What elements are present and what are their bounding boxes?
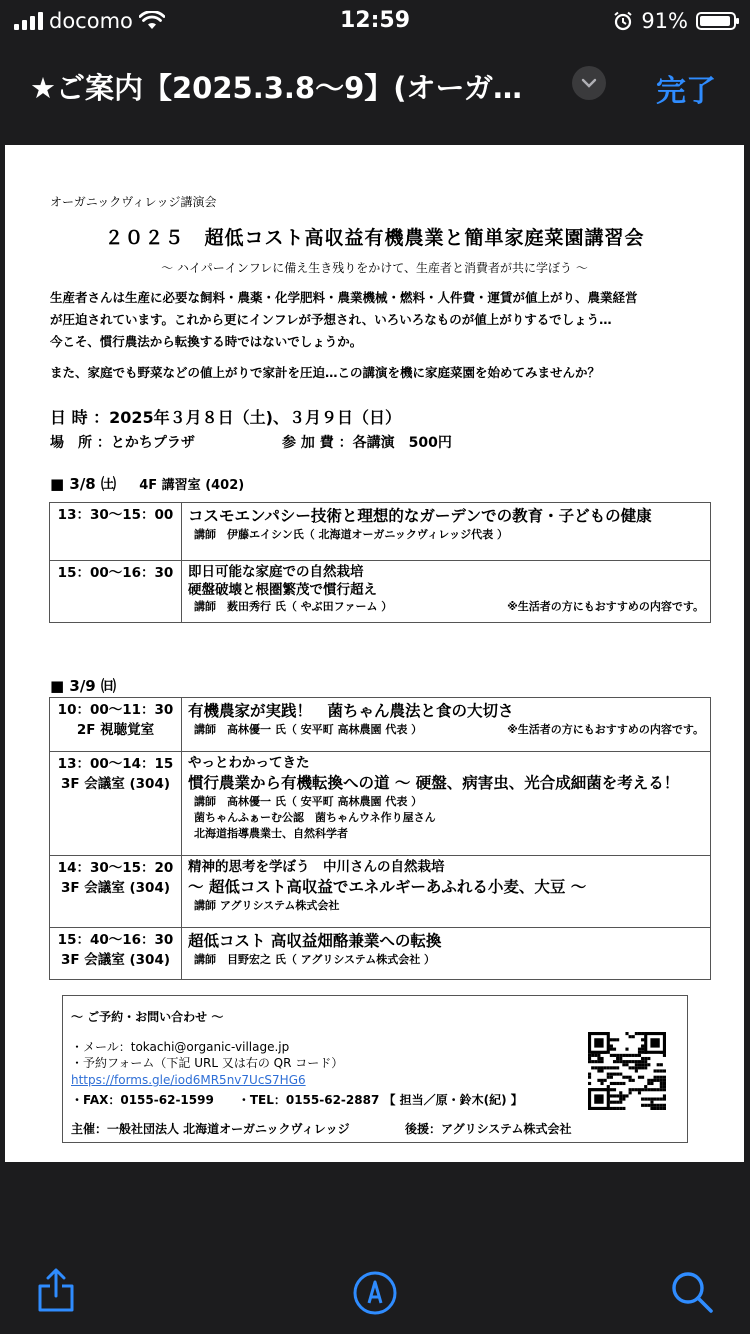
session-time: 15：00～16：30 [57, 565, 174, 581]
lecturer-line [194, 722, 704, 738]
line-text: 講師 伊藤エイシン氏（ 北海道オーガニックヴィレッジ代表 ） [194, 528, 508, 541]
schedule-row [50, 752, 711, 856]
org-label: オーガニックヴィレッジ講演会 [50, 195, 217, 209]
line-text: 講師 アグリシステム株式会社 [194, 899, 340, 912]
day2-label: ■ 3/9 ㈰ [50, 677, 116, 695]
session-time-cell [50, 698, 182, 752]
session-room: 2F 視聴覚室 [76, 722, 155, 738]
session-text [188, 772, 704, 794]
session-room: 3F 会議室 (304) [60, 776, 171, 792]
session-content-cell [182, 561, 711, 623]
line-text: 硬盤破壊と根圏繁茂で慣行超え [188, 582, 377, 598]
intro-second: また、家庭でも野菜などの値上がりで家計を圧迫…この講演を機に家庭菜園を始めてみませんか？ [50, 365, 601, 380]
session-time: 15：40～16：30 [57, 932, 174, 948]
battery-percent: 91% [641, 9, 688, 33]
line-text: 慣行農業から有機転換への道 ～ 硬盤、病害虫、光合成細菌を考える！ [188, 774, 680, 792]
session-time: 13：00～14：15 [57, 756, 174, 772]
session-time-cell [50, 856, 182, 928]
alarm-icon [613, 11, 633, 31]
session-time-cell [50, 561, 182, 623]
lecturer-line [194, 898, 704, 914]
contact-form: ・予約フォーム（下記 URL 又は右の QR コード） [71, 1056, 344, 1070]
session-text [188, 700, 704, 722]
intro-line: 今こそ、慣行農法から転換する時ではないでしょうか。 [50, 334, 363, 349]
document-title[interactable]: ★ご案内【2025.3.8～9】(オーガ… [30, 71, 522, 105]
intro-paragraph [50, 287, 710, 353]
lecturer-line [194, 527, 704, 543]
day1-room: 4F 講習室 (402) [139, 478, 245, 493]
session-time: 13：30～15：00 [57, 507, 174, 523]
qr-code[interactable] [588, 1032, 666, 1110]
event-date: 日 時 ：2025年３月８日（土)、３月９日（日） [50, 408, 401, 427]
line-text: コスモエンパシー技術と理想的なガーデンでの教育・子どもの健康 [188, 507, 652, 525]
day1-label: ■ 3/8 ㈯ [50, 475, 116, 493]
session-text [188, 858, 704, 876]
session-text [188, 581, 704, 599]
contact-box [62, 995, 688, 1143]
session-time: 10：00～11：30 [57, 702, 174, 718]
recommend-note: ※生活者の方にもおすすめの内容です。 [507, 723, 704, 736]
schedule-row [50, 503, 711, 561]
session-room: 3F 会議室 (304) [60, 880, 171, 896]
session-time-cell [50, 503, 182, 561]
event-place [50, 432, 452, 452]
contact-mail[interactable]: ・メール：tokachi@organic-village.jp [71, 1040, 290, 1054]
lecturer-line [194, 599, 704, 615]
line-text: 北海道指導農業士、自然科学者 [194, 827, 348, 840]
doc-subtitle: ～ ハイパーインフレに備え生き残りをかけて、生産者と消費者が共に学ぼう ～ [161, 261, 588, 275]
session-content-cell [182, 928, 711, 980]
recommend-note: ※生活者の方にもおすすめの内容です。 [507, 600, 704, 613]
line-text: 有機農家が実践！ 菌ちゃん農法と食の大切さ [188, 702, 514, 720]
line-text: 菌ちゃんふぁーむ公認 菌ちゃんウネ作り屋さん [194, 811, 436, 824]
support-text: 後援：アグリシステム株式会社 [405, 1122, 572, 1136]
session-text [188, 505, 704, 527]
session-time-cell [50, 928, 182, 980]
fee-text: 参 加 費 ：各講演 500円 [282, 435, 452, 451]
lecturer-line [194, 826, 704, 842]
status-bar [0, 0, 750, 44]
schedule-row [50, 698, 711, 752]
day2-heading [50, 675, 116, 696]
session-room: 3F 会議室 (304) [60, 952, 171, 968]
schedule-row [50, 928, 711, 980]
search-icon[interactable] [670, 1270, 714, 1314]
line-text: ～ 超低コスト高収益でエネルギーあふれる小麦、大豆 ～ [188, 878, 587, 896]
share-icon[interactable] [36, 1266, 76, 1314]
line-text: 精神的思考を学ぼう 中川さんの自然栽培 [188, 859, 445, 875]
session-text [188, 876, 704, 898]
day1-schedule-table [49, 502, 711, 623]
intro-line: 生産者さんは生産に必要な飼料・農薬・化学肥料・農業機械・燃料・人件費・運賃が値上がり、農業経営 [50, 290, 638, 305]
done-button[interactable]: 完了 [656, 74, 716, 109]
lecturer-line [194, 952, 704, 968]
chevron-down-icon [581, 78, 597, 88]
contact-fax-tel: ・FAX：0155-62-1599 ・TEL：0155-62-2887 【 担当／原・鈴木(紀) 】 [71, 1093, 523, 1107]
contact-heading: ～ ご予約・お問い合わせ ～ [71, 1010, 224, 1024]
day2-schedule-table [49, 697, 711, 980]
line-text: 即日可能な家庭での自然栽培 [188, 564, 364, 580]
day1-heading [50, 473, 244, 494]
session-text [188, 930, 704, 952]
session-time: 14：30～15：20 [57, 860, 174, 876]
form-url-link[interactable]: https://forms.gle/iod6MR5nv7UcS7HG6 [71, 1073, 306, 1087]
session-time-cell [50, 752, 182, 856]
session-content-cell [182, 503, 711, 561]
line-text: 講師 目野宏之 氏（ アグリシステム株式会社 ） [194, 953, 436, 966]
clock: 12:59 [339, 8, 411, 33]
doc-heading: ２０２５ 超低コスト高収益有機農業と簡単家庭菜園講習会 [104, 227, 645, 249]
session-content-cell [182, 698, 711, 752]
line-text: 講師 高林優一 氏（ 安平町 高林農園 代表 ） [194, 795, 423, 808]
session-content-cell [182, 752, 711, 856]
session-text [188, 754, 704, 772]
host-text: 主催：一般社団法人 北海道オーガニックヴィレッジ [71, 1122, 350, 1136]
markup-icon[interactable] [352, 1270, 398, 1316]
line-text: 講師 高林優一 氏（ 安平町 高林農園 代表 ） [194, 723, 423, 736]
carrier-name: docomo [49, 9, 133, 33]
document-page [5, 145, 744, 1162]
navigation-bar [0, 52, 750, 120]
line-text: やっとわかってきた [188, 755, 310, 771]
lecturer-line [194, 794, 704, 810]
title-menu-button[interactable] [572, 66, 606, 100]
line-text: 超低コスト 高収益畑酪兼業への転換 [188, 932, 442, 950]
session-text [188, 563, 704, 581]
bottom-toolbar [0, 1240, 750, 1334]
line-text: 講師 薮田秀行 氏（ やぶ田ファーム ） [194, 600, 393, 613]
battery-icon [696, 12, 736, 30]
schedule-row [50, 561, 711, 623]
lecturer-line [194, 810, 704, 826]
place-text: 場 所 ：とかちプラザ [50, 435, 195, 451]
schedule-row [50, 856, 711, 928]
session-content-cell [182, 856, 711, 928]
intro-line: が圧迫されています。これから更にインフレが予想され、いろいろなものが値上がりするでしょう… [50, 312, 612, 327]
